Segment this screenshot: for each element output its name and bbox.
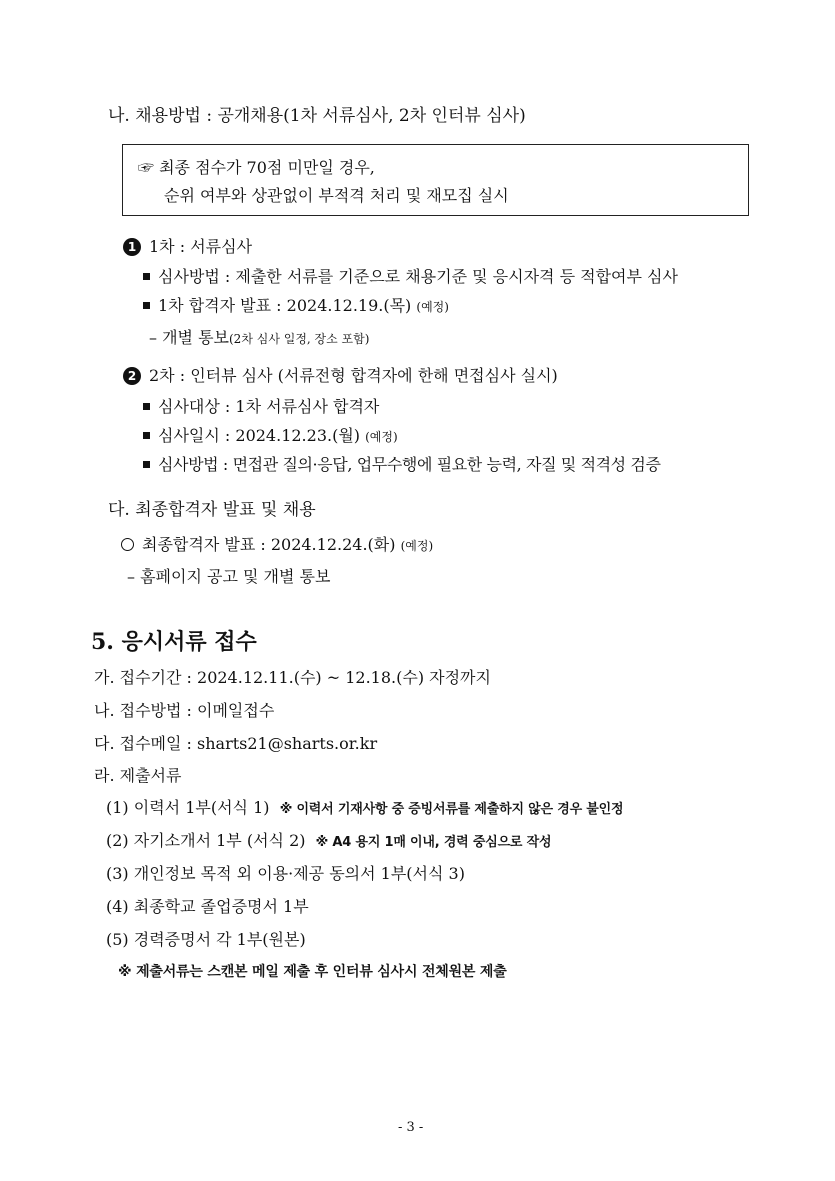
page-number: - 3 - — [398, 1120, 424, 1135]
stage2-title — [123, 367, 558, 385]
doc-item-4: (4) 최종학교 졸업증명서 1부 — [106, 897, 309, 916]
doc-item-2-label: (2) 자기소개서 1부 (서식 2) — [106, 831, 306, 850]
receipt-email: 다. 접수메일 : sharts21@sharts.or.kr — [94, 734, 378, 753]
stage2-item-date-text: 심사일시 : 2024.12.23.(월) — [158, 426, 361, 445]
number-badge-2: 2 — [123, 367, 141, 385]
tentative-label: (예정) — [400, 539, 434, 553]
notice-line-1: ☞ 최종 점수가 70점 미만일 경우, — [138, 158, 375, 177]
stage2-item-date — [143, 428, 398, 444]
docs-heading: 라. 제출서류 — [94, 766, 182, 785]
stage1-sub-main: – 개별 통보 — [149, 328, 229, 347]
notice-line-2: 순위 여부와 상관없이 부적격 처리 및 재모집 실시 — [164, 186, 509, 205]
doc-item-2-note: ※ A4 용지 1매 이내, 경력 중심으로 작성 — [315, 835, 552, 850]
square-bullet-icon — [143, 403, 150, 410]
stage1-title — [123, 238, 252, 256]
stage1-item-method — [143, 269, 678, 285]
final-announce-text: 최종합격자 발표 : 2024.12.24.(화) — [142, 535, 396, 554]
receipt-period: 가. 접수기간 : 2024.12.11.(수) ~ 12.18.(수) 자정까지 — [94, 668, 491, 687]
stage2-item-target — [143, 399, 379, 415]
receipt-method: 나. 접수방법 : 이메일접수 — [94, 701, 275, 720]
doc-item-1-note: ※ 이력서 기재사항 중 증빙서류를 제출하지 않은 경우 불인정 — [279, 802, 624, 817]
stage2-item-target-text: 심사대상 : 1차 서류심사 합격자 — [158, 397, 380, 416]
notice-box — [122, 144, 749, 216]
final-notice: – 홈페이지 공고 및 개별 통보 — [127, 567, 331, 586]
stage1-item-announce — [143, 298, 449, 314]
final-docs-note: ※ 제출서류는 스캔본 메일 제출 후 인터뷰 심사시 전체원본 제출 — [118, 964, 507, 980]
tentative-label: (예정) — [416, 300, 449, 314]
doc-item-3: (3) 개인정보 목적 외 이용·제공 동의서 1부(서식 3) — [106, 864, 465, 883]
hiring-method-heading: 나. 채용방법 : 공개채용(1차 서류심사, 2차 인터뷰 심사) — [108, 106, 526, 126]
doc-item-1 — [106, 800, 623, 816]
stage2-title-text: 2차 : 인터뷰 심사 (서류전형 합격자에 한해 면접심사 실시) — [149, 366, 558, 385]
section5-title: 5. 응시서류 접수 — [91, 629, 257, 655]
tentative-label: (예정) — [365, 430, 398, 444]
doc-item-5: (5) 경력증명서 각 1부(원본) — [106, 930, 306, 949]
square-bullet-icon — [143, 432, 150, 439]
square-bullet-icon — [143, 273, 150, 280]
stage1-sub-detail: (2차 심사 일정, 장소 포함) — [229, 332, 370, 346]
square-bullet-icon — [143, 302, 150, 309]
stage1-item-announce-text: 1차 합격자 발표 : 2024.12.19.(목) — [158, 296, 412, 315]
stage1-sub-notice — [149, 330, 369, 346]
square-bullet-icon — [143, 461, 150, 468]
circle-bullet-icon — [121, 538, 134, 551]
stage1-title-text: 1차 : 서류심사 — [149, 237, 253, 256]
stage2-item-method-text: 심사방법 : 면접관 질의·응답, 업무수행에 필요한 능력, 자질 및 적격성 검증 — [158, 455, 661, 474]
doc-item-2 — [106, 833, 551, 849]
stage2-item-method — [143, 457, 661, 473]
final-announce — [121, 537, 433, 553]
final-heading: 다. 최종합격자 발표 및 채용 — [108, 500, 316, 520]
stage1-item-method-text: 심사방법 : 제출한 서류를 기준으로 채용기준 및 응시자격 등 적합여부 심사 — [158, 267, 678, 286]
doc-item-1-label: (1) 이력서 1부(서식 1) — [106, 798, 270, 817]
number-badge-1: 1 — [123, 238, 141, 256]
